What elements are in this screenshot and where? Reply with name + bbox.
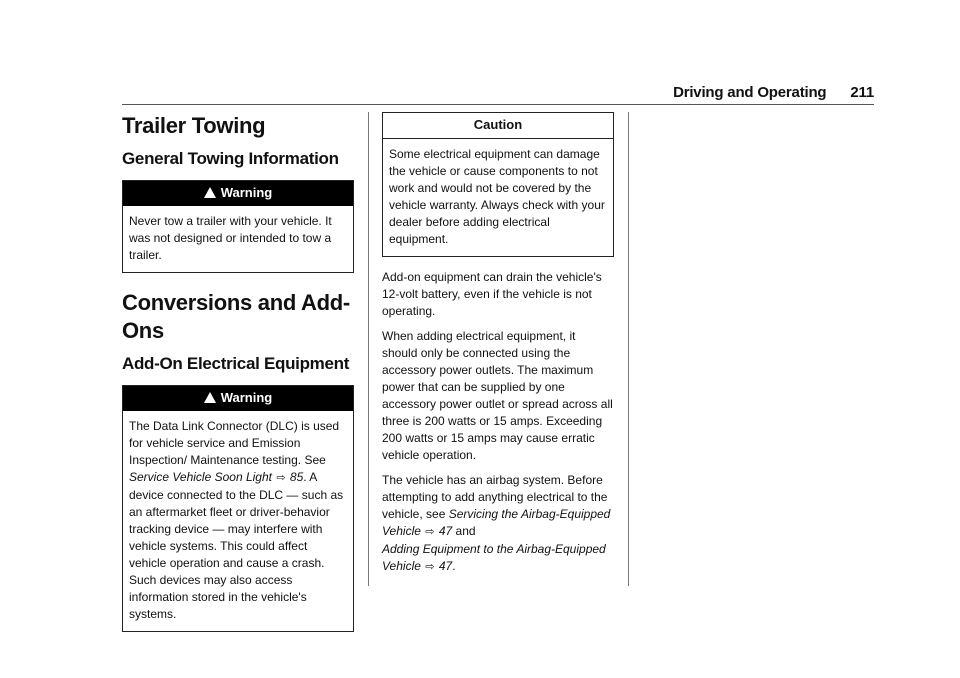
warning-text: Never tow a trailer with your vehicle. It was not designed or intended to tow a trailer.: [129, 214, 332, 262]
section-title-trailer-towing: Trailer Towing: [122, 113, 266, 138]
subsection-title-general-towing: General Towing Information: [122, 149, 339, 168]
page-ref-icon: ⇨: [276, 472, 286, 484]
warning-triangle-icon: [204, 392, 216, 403]
warning-text-dlc: [123, 411, 353, 631]
paragraph-airbag: [382, 472, 614, 576]
caution-text: Some electrical equipment can damage the vehicle or cause components to not work and would not be covered by the vehicle warranty. Always check with your dealer before adding electrical equipment.: [389, 147, 605, 246]
link-servicing-airbag-vehicle[interactable]: Servicing the Airbag-Equipped Vehicle: [382, 507, 611, 538]
header-rule: [122, 104, 874, 105]
link-adding-equipment-airbag-vehicle[interactable]: Adding Equipment to the Airbag-Equipped Vehicle: [382, 542, 606, 573]
caution-header: Caution: [383, 113, 613, 139]
page-number: 211: [850, 84, 874, 101]
warning-header: [123, 386, 353, 411]
subsection-title-add-on-electrical: Add-On Electrical Equipment: [122, 354, 350, 373]
right-column: [382, 110, 614, 584]
running-header: [600, 84, 874, 101]
section-title-conversions: Conversions and Add-Ons: [122, 290, 350, 343]
paragraph-battery-drain: Add-on equipment can drain the vehicle's 12-volt battery, even if the vehicle is not operating.: [382, 270, 602, 318]
paragraph-power-outlets: When adding electrical equipment, it should only be connected using the accessory power outlets. The maximum power that can be supplied by one accessory power outlet or spread across all three is 200 watts or 15 amps. Exceeding 200 watts or 15 amps may cause erratic vehicle operation.: [382, 329, 613, 462]
warning-label: Warning: [220, 185, 273, 200]
warning-label: Warning: [220, 390, 273, 405]
page-ref-icon: ⇨: [425, 526, 435, 538]
warning-header: [123, 181, 353, 206]
left-column: [122, 110, 354, 644]
airbag-text-a: The vehicle has an airbag system. Before attempting to add anything electrical to the vehicle, see: [382, 473, 608, 521]
warning-triangle-icon: [204, 187, 216, 198]
caution-box: [382, 112, 614, 257]
warning-box-towing: [122, 180, 354, 273]
column-divider-right: [628, 112, 629, 586]
warning-text-part-b: . A device connected to the DLC — such as an aftermarket fleet or driver-behavior tracking device — may interfere with vehicle systems. This could affect vehicle operation and cause a crash. Such devices may also access information stored in the vehicle's systems.: [129, 470, 344, 621]
warning-text-part-a: The Data Link Connector (DLC) is used for vehicle service and Emission Inspection/ Maintenance testing. See: [129, 419, 340, 467]
page-ref-number[interactable]: 47: [438, 559, 453, 573]
warning-box-dlc: [122, 385, 354, 632]
link-service-vehicle-soon-light[interactable]: Service Vehicle Soon Light: [129, 470, 272, 484]
page-ref-number[interactable]: 85: [289, 470, 304, 484]
page-ref-number[interactable]: 47: [438, 524, 453, 538]
airbag-text-end: .: [452, 559, 456, 573]
column-divider-left: [368, 112, 369, 586]
airbag-text-mid: and: [452, 524, 476, 538]
page-ref-icon: ⇨: [425, 561, 435, 573]
header-section-title: Driving and Operating: [673, 84, 827, 101]
